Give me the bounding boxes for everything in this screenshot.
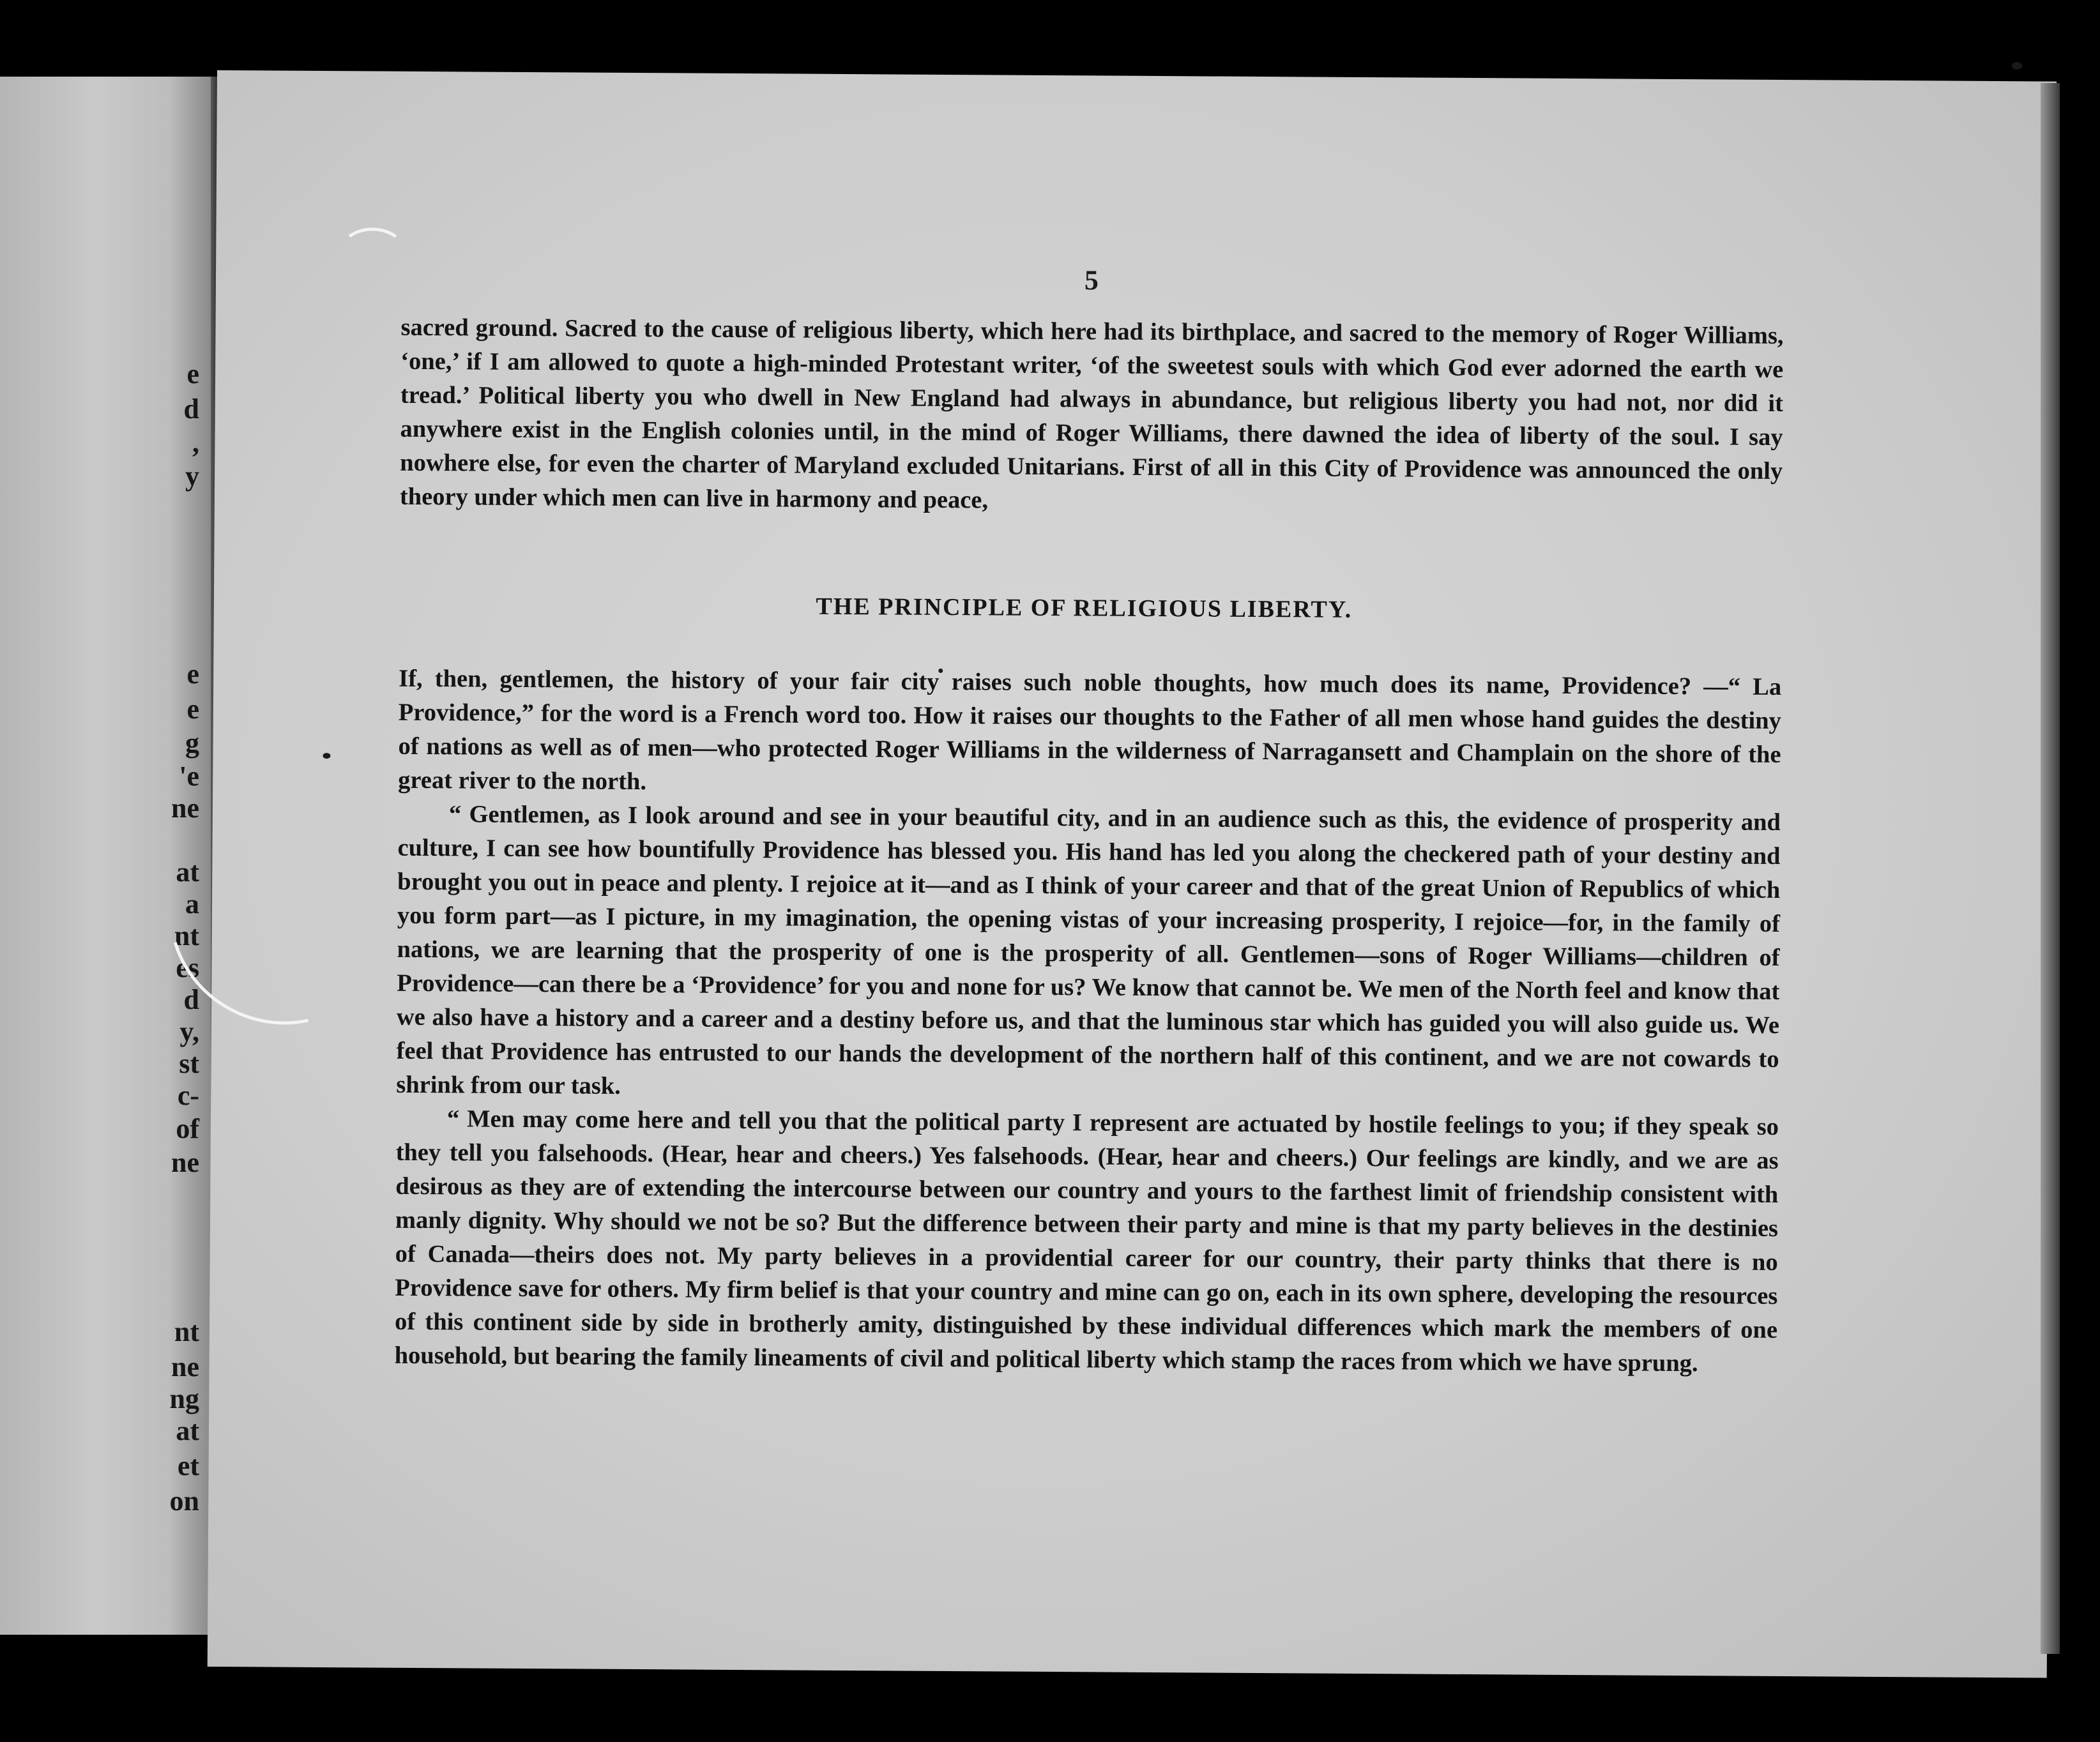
page-edge-shadow xyxy=(2041,83,2060,1654)
body-paragraph: “ Gentlemen, as I look around and see in your beautiful city, and in an audience such as this, the evidence of prosperity and culture, I can see how bountifully Providence has blessed you. His hand has led you along the checkered path of your destiny and brought you out in peace and plenty. I rejoice at it—and as I think of your career and that of the great Union of Republics of which you form part—as I picture, in my imagination, the opening vistas of your increasing prosperity, I rejoice—for, in the family of nations, we are learning that the prosperity of one is the prosperity of all. Gentlemen—sons of Roger Williams—children of Providence—can there be a ‘Providence’ for you and none for us? We know that cannot be. We men of the North feel and know that we also have a history and a career and a destiny before us, and that the luminous star which has guided you will also guide us. We feel that Providence has entrusted to our hands the development of the northern half of this continent, and we are not cowards to shrink from our task. xyxy=(396,801,1781,1100)
edge-fragment: c- xyxy=(177,1080,199,1111)
intro-paragraph: sacred ground. Sacred to the cause of religious liberty, which here had its birthplace, and sacred to the memory of Roger Williams, ‘one,’ if I am allowed to quote a high-minded Protestant writer, ‘of the sweetest souls with which God ever adorned the earth we tread.’ Political liberty you who dwell in New England had always in abundance, but religious liberty you had not, nor did it anywhere exist in the English colonies until, in the mind of Roger Williams, there dawned the idea of liberty of the soul. I say nowhere else, for even the charter of Maryland excluded Unitarians. First of all in this City of Providence was announced the only theory under which men can live in harmony and peace, xyxy=(399,314,1784,514)
ink-speck xyxy=(2012,62,2022,70)
edge-fragment: , xyxy=(192,427,199,458)
edge-fragment: at xyxy=(176,856,199,888)
edge-fragment: et xyxy=(177,1450,199,1481)
document-page xyxy=(208,70,2057,1678)
ink-speck xyxy=(323,753,330,759)
edge-fragment: nt xyxy=(174,920,199,951)
edge-fragment: ne xyxy=(171,792,199,824)
edge-fragment: 'e xyxy=(179,761,199,792)
edge-fragment: ne xyxy=(171,1351,199,1382)
edge-fragment: e xyxy=(186,658,199,690)
paper-scuff-mark xyxy=(340,227,404,273)
edge-fragment: y xyxy=(185,460,199,492)
edge-fragment: a xyxy=(185,888,199,920)
edge-fragment: at xyxy=(176,1415,199,1446)
body-text-block xyxy=(395,662,1782,1381)
edge-fragment: ne xyxy=(171,1147,199,1178)
body-paragraph: If, then, gentlemen, the history of your fair city raises such noble thoughts, how much does its name, Providence? —“ La Providence,” for the word is a French word too. How it raises our thoughts to the Father of all men whose hand guides the destiny of nations as well as of men—who protected Roger Williams in the wilderness of Narragansett and Champlain on the shore of the great river to the north. xyxy=(398,665,1782,796)
edge-fragment: nt xyxy=(174,1316,199,1347)
edge-fragment: d xyxy=(183,393,199,425)
edge-fragment: of xyxy=(176,1113,199,1144)
edge-fragment: ng xyxy=(169,1383,199,1414)
edge-fragment: e xyxy=(186,358,199,390)
page-number: 5 xyxy=(1084,264,1099,296)
edge-fragment: y, xyxy=(179,1016,199,1047)
edge-fragment: es xyxy=(176,952,199,983)
edge-fragment: d xyxy=(183,984,199,1015)
body-paragraph: “ Men may come here and tell you that the political party I represent are actuated by hostile feelings to you; if they speak so they tell you falsehoods. (Hear, hear and cheers.) Yes falsehoods. (Hear, hear and cheers.) Our feelings are kindly, and we are as desirous as they are of extending the intercourse between our country and yours to the farthest limit of friendship consistent with manly dignity. Why should we not be so? But the difference between their party and mine is that my party believes in the destinies of Canada—theirs does not. My party believes in a providential career for our country, their party thinks that there is no Providence save for others. My firm belief is that your country and mine can go on, each in its own sphere, developing the resources of this continent side by side in brotherly amity, distinguished by these individual differences which mark the members of one household, but bearing the family lineaments of civil and political liberty which stamp the races from which we have sprung. xyxy=(394,1105,1779,1377)
section-heading: THE PRINCIPLE OF RELIGIOUS LIBERTY. xyxy=(816,593,1353,623)
edge-fragment: g xyxy=(185,727,199,759)
edge-fragment: st xyxy=(179,1048,199,1079)
edge-fragment: e xyxy=(186,693,199,725)
left-facing-page xyxy=(0,77,211,1635)
intro-text-block xyxy=(400,311,1784,522)
edge-fragment: on xyxy=(169,1485,199,1517)
